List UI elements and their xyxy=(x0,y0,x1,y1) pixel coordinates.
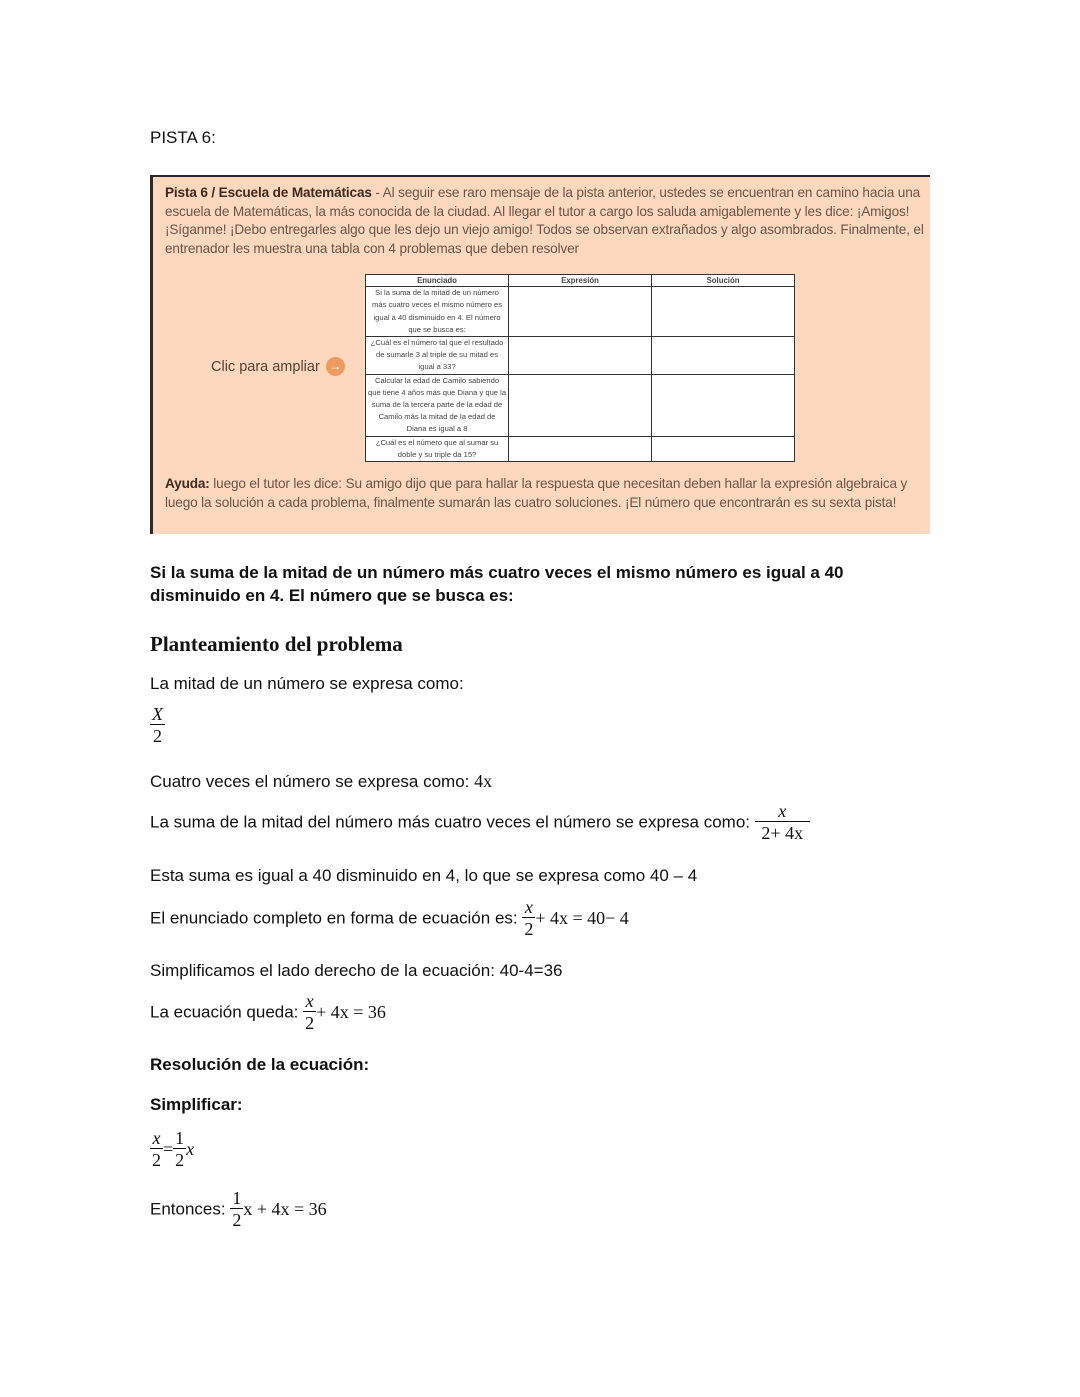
table-row xyxy=(366,287,795,337)
table-header-row xyxy=(366,275,795,287)
half-fraction xyxy=(150,704,165,747)
cell-enunciado: ¿Cuál es el número tal que el resultado de sumarle 3 al triple de su mitad es igual a 33? xyxy=(366,337,509,375)
result-equation-line: La ecuación queda: $\frac{x}{2}$ + 4x = 36 xyxy=(150,991,386,1033)
full-equation-line: El enunciado completo en forma de ecuación es: $\frac{x}{2}$ + 4x = 40− 4 xyxy=(150,897,629,939)
pista-title: PISTA 6: xyxy=(150,128,216,147)
table-row xyxy=(366,436,795,461)
equation-rest: + 4x = 40− 4 xyxy=(535,908,629,928)
then-equation-line: Entonces: $\frac{1}{2}$ x + 4x = 36 xyxy=(150,1188,327,1230)
fraction: $\frac{1}{2}$ xyxy=(175,1128,185,1170)
problem-statement: Si la suma de la mitad de un número más cuatro veces el mismo número es igual a 40 disminuido en 4. El número que se busca es: xyxy=(150,563,844,605)
fraction: $\frac{x}{2}$ xyxy=(524,897,534,939)
sum-line: La suma de la mitad del número más cuatro veces el número se expresa como: $\frac{x}{2+ 4x}$ xyxy=(150,801,810,844)
problems-table xyxy=(365,274,795,462)
equation-rest: x + 4x = 36 xyxy=(243,1199,327,1219)
resolution-heading: Resolución de la ecuación: xyxy=(150,1055,370,1074)
header-solucion: Solución xyxy=(652,275,795,287)
sum-fraction: $\frac{x}{2+ 4x}$ xyxy=(755,801,810,844)
cell-expresion xyxy=(509,374,652,436)
four-times-expr: 4x xyxy=(474,771,493,791)
equation-rest: + 4x = 36 xyxy=(316,1002,386,1022)
half-label: La mitad de un número se expresa como: xyxy=(150,674,464,693)
clue-box xyxy=(150,175,930,534)
cell-expresion xyxy=(509,436,652,461)
four-times-line: Cuatro veces el número se expresa como: 4x xyxy=(150,771,493,791)
cell-solucion xyxy=(652,436,795,461)
clue-intro-text: - Al seguir ese raro mensaje de la pista anterior, ustedes se encuentran en camino hacia una escuela de Matemáticas, la más conocida de la ciudad. Al llegar el tutor a cargo los saluda amigablemente y les dice: ¡Amigos! ¡Síganme! ¡Debo entregarles algo que les dejo un viejo amigo! Todos se observan extrañados y algo asombrados. Finalmente, el entrenador les muestra una tabla con 4 problemas que deben resolver xyxy=(165,185,924,256)
cell-solucion xyxy=(652,374,795,436)
cell-enunciado: ¿Cuál es el número que al sumar su doble y su triple da 15? xyxy=(366,436,509,461)
table-row xyxy=(366,374,795,436)
section-heading: Planteamiento del problema xyxy=(150,632,403,656)
cell-expresion xyxy=(509,287,652,337)
clue-intro xyxy=(165,184,925,258)
simplify-equation: $\frac{x}{2}$ = $\frac{1}{2}$ x xyxy=(152,1128,195,1170)
cell-expresion xyxy=(509,337,652,375)
cell-solucion xyxy=(652,287,795,337)
table-row xyxy=(366,337,795,375)
clue-title: Pista 6 / Escuela de Matemáticas xyxy=(165,185,372,200)
help-text xyxy=(165,475,925,512)
help-label: Ayuda: xyxy=(165,476,210,491)
zoom-link-label: Clic para ampliar xyxy=(211,358,320,375)
header-enunciado: Enunciado xyxy=(366,275,509,287)
cell-enunciado: Si la suma de la mitad de un número más cuatro veces el mismo número es igual a 40 disminuido en 4. El número que se busca es: xyxy=(366,287,509,337)
cell-enunciado: Calcular la edad de Camilo sabiendo que tiene 4 años más que Diana y que la suma de la tercera parte de la edad de Camilo más la mitad de la edad de Diana es igual a 8 xyxy=(366,374,509,436)
arrow-right-circle-icon[interactable]: → xyxy=(326,357,345,376)
simplify-right-line: Simplificamos el lado derecho de la ecuación: 40-4=36 xyxy=(150,961,563,980)
fraction: $\frac{X}{2}$ xyxy=(152,704,163,746)
simplify-heading: Simplificar: xyxy=(150,1095,243,1114)
help-body: luego el tutor les dice: Su amigo dijo que para hallar la respuesta que necesitan deben hallar la expresión algebraica y luego la solución a cada problema, finalmente sumarán las cuatro soluciones. ¡El número que encontrarán es su sexta pista! xyxy=(165,476,908,510)
zoom-link[interactable] xyxy=(211,357,345,376)
cell-solucion xyxy=(652,337,795,375)
header-expresion: Expresión xyxy=(509,275,652,287)
fraction: $\frac{x}{2}$ xyxy=(305,991,315,1033)
fraction: $\frac{x}{2}$ xyxy=(152,1128,161,1170)
equal-line: Esta suma es igual a 40 disminuido en 4, lo que se expresa como 40 – 4 xyxy=(150,866,698,885)
fraction: $\frac{1}{2}$ xyxy=(232,1188,242,1230)
